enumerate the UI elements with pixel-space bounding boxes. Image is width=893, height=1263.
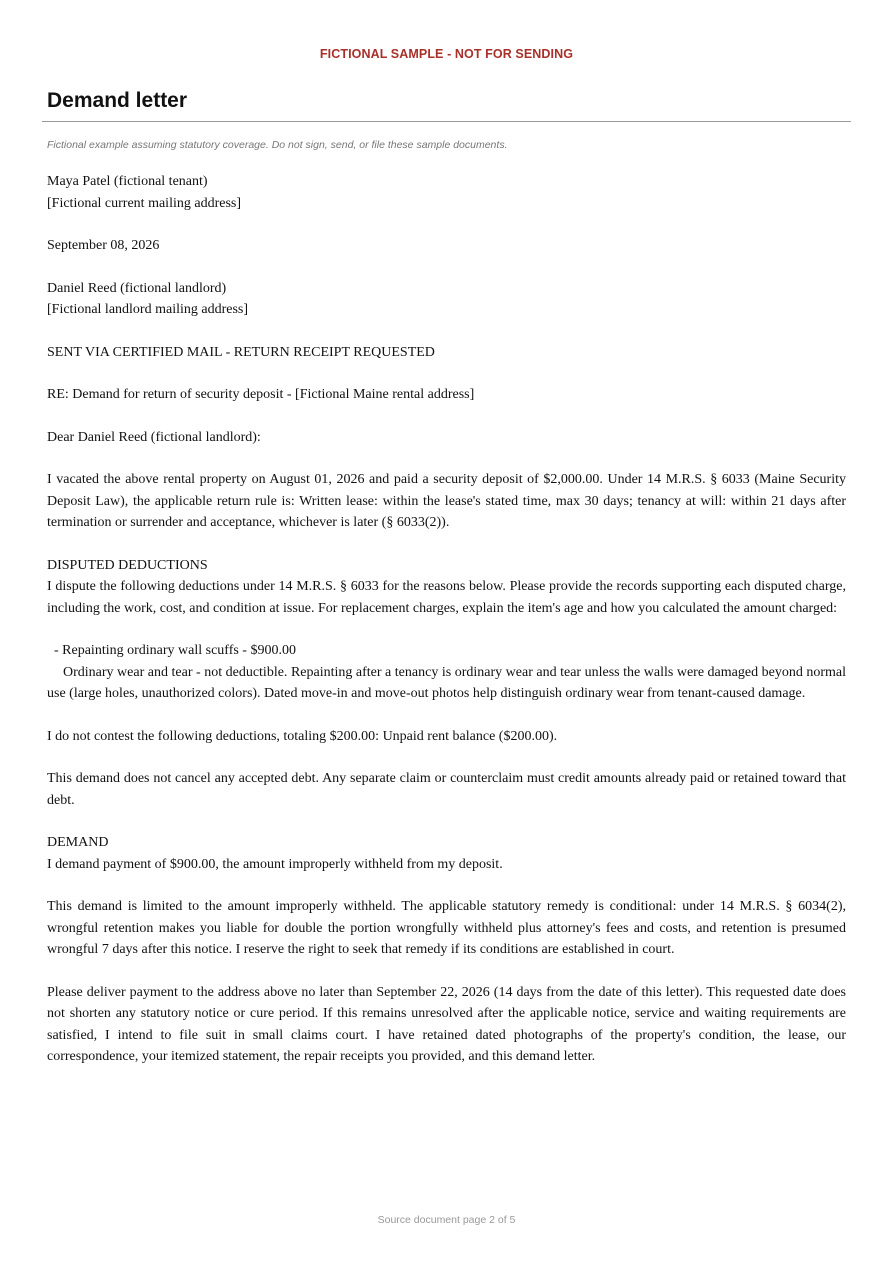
letter-body bbox=[47, 171, 846, 1089]
demand-section bbox=[47, 832, 846, 875]
disputed-section bbox=[47, 555, 846, 620]
recipient-block bbox=[47, 278, 846, 321]
demand-heading: DEMAND bbox=[47, 835, 109, 850]
sender-address: [Fictional current mailing address] bbox=[47, 195, 241, 211]
disputed-heading: DISPUTED DEDUCTIONS bbox=[47, 557, 208, 573]
sender-block bbox=[47, 171, 846, 214]
sample-banner: FICTIONAL SAMPLE - NOT FOR SENDING bbox=[319, 47, 574, 61]
page-footer: Source document page 2 of 5 bbox=[377, 1214, 516, 1226]
sender-name: Maya Patel (fictional tenant) bbox=[47, 174, 208, 189]
delivery-method: SENT VIA CERTIFIED MAIL - RETURN RECEIPT REQUESTED bbox=[47, 344, 435, 360]
disputed-item bbox=[47, 640, 846, 705]
remedy-paragraph: This demand is limited to the amount improperly withheld. The applicable statutory remedy is conditional: under 14 M.R.S. § 6034(2), wrongful retention makes you liable for double the portion wrongfully withheld plus attorney's fees and costs, and retention is presumed wrongful 7 days after this notice. I reserve the right to seek that remedy if its conditions are established in court. bbox=[47, 899, 846, 957]
title-divider bbox=[42, 121, 851, 122]
salutation: Dear Daniel Reed (fictional landlord): bbox=[47, 429, 261, 445]
demand-text: I demand payment of $900.00, the amount improperly withheld from my deposit. bbox=[47, 856, 503, 872]
recipient-name: Daniel Reed (fictional landlord) bbox=[47, 280, 227, 296]
disputed-item-text: Ordinary wear and tear - not deductible. Repainting after a tenancy is ordinary wear and tear unless the walls were damaged beyond normal use (large holes, unauthorized colors). Dated move-in and move-out photos help distinguish ordinary wear from tenant-caused damage. bbox=[47, 664, 846, 701]
letter-date: September 08, 2026 bbox=[47, 238, 160, 253]
recipient-address: [Fictional landlord mailing address] bbox=[47, 302, 249, 317]
page-title: Demand letter bbox=[47, 89, 188, 112]
disputed-text: I dispute the following deductions under 14 M.R.S. § 6033 for the reasons below. Please provide the records supporting each disputed charge, including the work, cost, and condition at issue. For replacement charges, explain the item's age and how you calculated the amount charged: bbox=[47, 579, 846, 616]
disclaimer-note: Fictional example assuming statutory coverage. Do not sign, send, or file these sample documents. bbox=[47, 139, 508, 151]
closing-paragraph: Please deliver payment to the address above no later than September 22, 2026 (14 days from the date of this letter). This requested date does not shorten any statutory notice or cure period. If this remains unresolved after the applicable notice, service and waiting requirements are satisfied, I intend to file suit in small claims court. I have retained dated photographs of the property's condition, the lease, our correspondence, your itemized statement, the repair receipts you provided, and this demand letter. bbox=[47, 984, 846, 1064]
disputed-item-head: - Repainting ordinary wall scuffs - $900.00 bbox=[54, 643, 296, 658]
debt-note-paragraph: This demand does not cancel any accepted debt. Any separate claim or counterclaim must credit amounts already paid or retained toward that debt. bbox=[47, 771, 846, 808]
uncontested-paragraph: I do not contest the following deductions, totaling $200.00: Unpaid rent balance ($200.00). bbox=[47, 728, 558, 744]
intro-paragraph: I vacated the above rental property on August 01, 2026 and paid a security deposit of $2,000.00. Under 14 M.R.S. § 6033 (Maine Security Deposit Law), the applicable return rule is: Written lease: within the lease's stated time, max 30 days; tenancy at will: within 21 days after termination or surrender and acceptance, whichever is later (§ 6033(2)). bbox=[47, 472, 846, 530]
subject-line: RE: Demand for return of security deposit - [Fictional Maine rental address] bbox=[47, 387, 475, 402]
